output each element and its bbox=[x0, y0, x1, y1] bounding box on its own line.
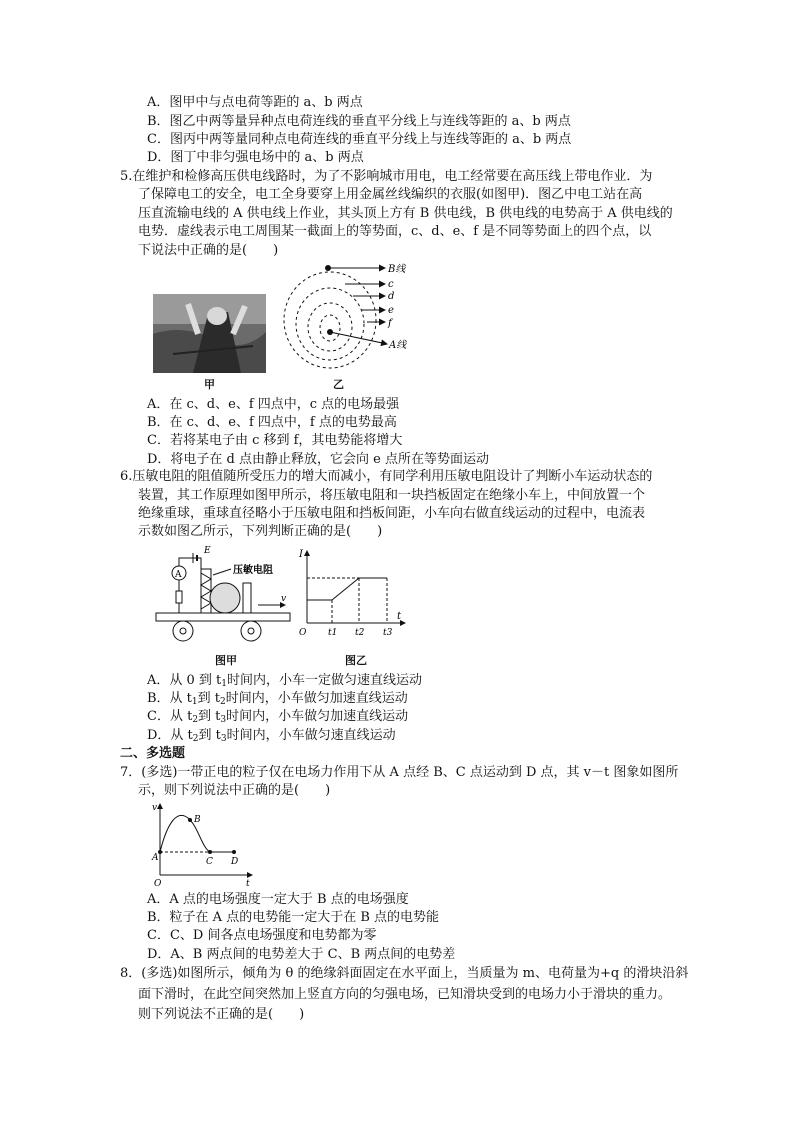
label-d: d bbox=[388, 291, 395, 302]
origin-label: O bbox=[154, 879, 162, 888]
q5-stem-line: 下说法中正确的是( ) bbox=[138, 243, 279, 258]
q6-stem-line: 装置，其工作原理如图甲所示，将压敏电阻和一块挡板固定在绝缘小车上，中间放置一个 bbox=[138, 488, 646, 503]
axis-label-t: t bbox=[397, 611, 402, 622]
q5-photo-jia bbox=[153, 294, 266, 373]
fig-label-tuyi: 图乙 bbox=[345, 654, 367, 667]
label-e: e bbox=[388, 305, 394, 316]
point-b-label: B bbox=[194, 815, 201, 825]
q8-stem-line: 则下列说法不正确的是( ) bbox=[138, 1007, 305, 1022]
q7-option-a: A．A 点的电场强度一定大于 B 点的电场强度 bbox=[147, 892, 409, 907]
q6-stem-line: 6.压敏电阻的阻值随所受压力的增大而减小，有同学利用压敏电阻设计了判断小车运动状态的 bbox=[120, 469, 653, 484]
q5-option-a: A．在 c、d、e、f 四点中，c 点的电场最强 bbox=[147, 397, 400, 412]
q6-stem-line: 绝缘重球，重球直径略小于压敏电阻和挡板间距，小车向右做直线运动的过程中，电流表 bbox=[138, 506, 646, 521]
q8-stem-line: 面下滑时，在此空间突然加上竖直方向的匀强电场，已知滑块受到的电场力小于滑块的重力。 bbox=[138, 987, 672, 1002]
fig-label-jia: 甲 bbox=[204, 378, 215, 391]
point-c-label: C bbox=[206, 857, 213, 867]
q4-option-a: A．图甲中与点电荷等距的 a、b 两点 bbox=[147, 95, 363, 110]
axis-label-v: v bbox=[152, 803, 158, 813]
tick-t3: t3 bbox=[383, 628, 393, 638]
q7-stem-line: 7．(多选)一带正电的粒子仅在电场力作用下从 A 点经 B、C 点运动到 D 点，其 v－t 图象如图所 bbox=[120, 765, 679, 780]
q8-stem-line: 8．(多选)如图所示，倾角为 θ 的绝缘斜面固定在水平面上，当质量为 m、电荷量为+q 的滑块沿斜 bbox=[120, 966, 689, 981]
resistor-label: 压敏电阻 bbox=[233, 565, 273, 576]
q4-option-b: B．图乙中两等量异种点电荷连线的垂直平分线上与连线等距的 a、b 两点 bbox=[147, 114, 571, 129]
axis-label-t: t bbox=[246, 879, 250, 888]
q5-stem-line: 压直流输电线的 A 供电线上作业，其头顶上方有 B 供电线，B 供电线的电势高于 A 供电线的 bbox=[138, 206, 673, 221]
q4-option-c: C．图丙中两等量同种点电荷连线的垂直平分线上与连线等距的 a、b 两点 bbox=[147, 132, 572, 147]
emf-label: E bbox=[204, 546, 211, 556]
q6-option-c: C．从 $t_2$到 $t_3$时间内，小车做匀加速直线运动 bbox=[147, 709, 409, 725]
origin-label: O bbox=[299, 628, 307, 638]
q4-option-d: D．图丁中非匀强电场中的 a、b 两点 bbox=[147, 150, 364, 165]
q6-cart-diagram bbox=[153, 543, 293, 643]
q5-option-d: D．将电子在 d 点由静止释放，它会向 e 点所在等势面运动 bbox=[147, 452, 489, 467]
q5-option-b: B．在 c、d、e、f 四点中，f 点的电势最高 bbox=[147, 415, 397, 430]
fig-label-yi: 乙 bbox=[333, 378, 344, 391]
q5-stem-line: 电势．虚线表示电工周围某一截面上的等势面，c、d、e、f 是不同等势面上的四个点，以 bbox=[138, 224, 652, 239]
point-a-label: A bbox=[152, 853, 159, 863]
q6-option-b: B．从 $t_1$到 $t_2$时间内，小车做匀加速直线运动 bbox=[147, 691, 408, 707]
q6-current-graph bbox=[297, 545, 409, 640]
q6-option-d: D．从 $t_2$到 $t_3$时间内，小车做匀速直线运动 bbox=[147, 728, 396, 744]
label-b-line: B线 bbox=[388, 264, 406, 275]
q5-stem-line: 了保障电工的安全，电工全身要穿上用金属丝线编织的衣服(如图甲)．图乙中电工站在高 bbox=[138, 187, 643, 202]
q7-option-c: C．C、D 间各点电场强度和电势都为零 bbox=[147, 928, 377, 943]
label-c: c bbox=[388, 279, 394, 290]
label-f: f bbox=[388, 318, 392, 329]
q6-option-a: A．从 0 到 $t_1$时间内，小车一定做匀速直线运动 bbox=[147, 673, 423, 689]
velocity-label: v bbox=[281, 594, 287, 604]
q6-stem-line: 示数如图乙所示，下列判断正确的是( ) bbox=[138, 524, 383, 539]
q5-option-c: C．若将某电子由 c 移到 f，其电势能将增大 bbox=[147, 433, 403, 448]
ammeter-label: A bbox=[175, 570, 182, 580]
fig-label-tujia: 图甲 bbox=[215, 654, 237, 667]
axis-label-i: I bbox=[299, 549, 303, 560]
q7-vt-graph bbox=[150, 800, 255, 888]
label-a-line: A线 bbox=[389, 340, 407, 351]
tick-t1: t1 bbox=[328, 628, 338, 638]
q5-diagram-yi bbox=[275, 260, 415, 380]
q7-option-d: D．A、B 两点间的电势差大于 C、B 两点间的电势差 bbox=[147, 947, 456, 962]
q7-stem-line: 示，则下列说法中正确的是( ) bbox=[138, 783, 331, 798]
q7-option-b: B．粒子在 A 点的电势能一定大于在 B 点的电势能 bbox=[147, 910, 440, 925]
q5-stem-line: 5.在维护和检修高压供电线路时，为了不影响城市用电，电工经常要在高压线上带电作业．为 bbox=[120, 169, 653, 184]
section-heading: 二、多选题 bbox=[120, 746, 186, 761]
point-d-label: D bbox=[231, 857, 239, 867]
tick-t2: t2 bbox=[355, 628, 365, 638]
